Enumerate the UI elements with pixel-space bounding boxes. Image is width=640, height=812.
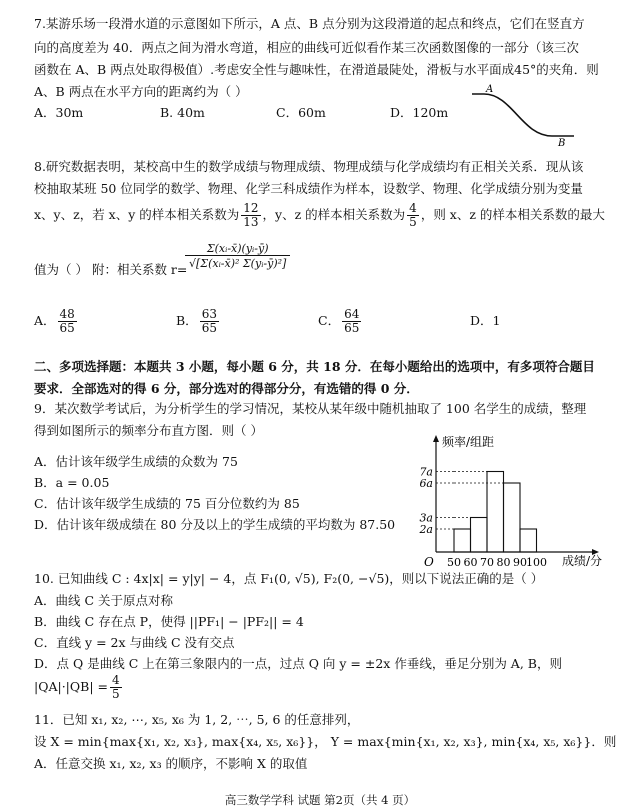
q7-option-d: D．120m [390,105,449,120]
y-axis-arrow [433,435,439,442]
y-tick-label: 6a [419,477,433,490]
fraction-4-5 [407,202,419,229]
q8-option-a [34,306,79,336]
option-label: D． [470,313,493,328]
histogram-bar [454,529,471,552]
q11-line2: 设 X = min{max{x₁, x₂, x₃}, max{x₄, x₅, x₆}}， Y = max{min{x₁, x₂, x₃}, min{x₄, x₅, x₆}}．则 [34,734,617,749]
histogram-bar [471,518,488,553]
frac-num: 4 [111,673,120,687]
frac-num: 12 [243,201,259,215]
q8-line1: 8.研究数据表明，某校高中生的数学成绩与物理成绩、物理成绩与化学成绩均有正相关关系．现从该 [34,159,584,174]
q10-option-c: C．直线 y = 2x 与曲线 C 没有交点 [34,635,235,650]
q8-line2: 校抽取某班 50 位同学的数学、物理、化学三科成绩作为样本，设数学、物理、化学成绩分别为变量 [34,181,583,196]
option-label: B． [176,313,198,328]
q8-line3-part1: x、y、z，若 x、y 的样本相关系数为 [34,207,240,222]
q10-option-b: B．曲线 C 存在点 P，使得 ||PF₁| − |PF₂|| = 4 [34,614,304,629]
q9-line2: 得到如图所示的频率分布直方图．则（ ） [34,423,263,438]
q8-line4: 值为（ ） 附：相关系数 r= [34,262,188,277]
q7-line2: 向的高度差为 40．两点之间为滑水弯道，相应的曲线可近似看作某三次函数图像的一部分（该三次 [34,40,579,55]
option-label: C． [318,313,341,328]
q8-option-d [470,306,500,336]
q7-line3: 函数在 A、B 两点处取得极值）.考虑安全性与趣味性，在滑道最陡处，滑板与水平面成45°的夹角．则 [34,62,599,77]
x-tick-label: 100 [526,556,547,569]
y-tick-label: 3a [419,511,433,525]
frac-den: 65 [344,321,360,335]
x-tick-label: 90 [513,556,527,569]
section2-line2: 要求．全部选对的得 6 分，部分选对的得部分分，有选错的得 0 分． [34,381,419,396]
y-tick-label: 2a [419,523,433,536]
frac-den: 65 [201,321,217,335]
q8-option-c [318,306,363,336]
option-label: A． [34,313,56,328]
x-tick-label: 60 [463,556,478,569]
frac-den: 5 [409,215,417,229]
q10-option-a: A．曲线 C 关于原点对称 [34,593,174,608]
q8-line3-part3: ，则 x、z 的样本相关系数的最大 [420,207,605,222]
section2-line1: 二、多项选择题：本题共 3 小题，每小题 6 分，共 18 分．在每小题给出的选项中，有多项符合题目 [34,359,595,374]
formula-denominator: √[Σ(xᵢ-x̄)² Σ(yᵢ-ȳ)²] [189,257,287,270]
q9-option-b: B．a = 0.05 [34,475,110,490]
q9-option-a: A．估计该年级学生成绩的众数为 75 [34,454,238,469]
q10-d-fraction [110,674,122,701]
q7-option-b: B. 40m [160,105,205,120]
formula-numerator: Σ(xᵢ-x̄)(yᵢ-ȳ) [185,242,290,256]
origin-label: O [424,555,434,569]
q9-option-c: C．估计该年级学生成绩的 75 百分位数约为 85 [34,496,300,511]
q7-line4: A、B 两点在水平方向的距离约为（ ） [34,84,248,99]
frac-den: 5 [111,687,120,701]
q8-line3-part2: ，y、z 的样本相关系数为 [262,207,406,222]
frac-num: 48 [59,307,75,321]
point-b-label: B [558,138,566,148]
correlation-formula [185,242,290,271]
x-tick-label: 80 [496,556,511,569]
frac-num: 64 [344,307,360,321]
histogram-bar [504,483,521,552]
q10-line1: 10. 已知曲线 C : 4x|x| = y|y| − 4，点 F₁(0, √5), F₂(0, −√5)，则以下说法正确的是（ ） [34,571,544,586]
option-fraction [342,308,361,335]
q7-option-a: A．30m [34,105,84,120]
x-axis-label: 成绩/分 [562,554,603,568]
point-a-label: A [486,84,494,95]
option-fraction [58,308,77,335]
frequency-histogram [410,432,630,577]
q7-line1: 7.某游乐场一段滑水道的示意图如下所示，A 点、B 点分别为这段滑道的起点和终点，它们在竖直方 [34,16,585,31]
frac-den: 65 [59,321,75,335]
q11-line1: 11．已知 x₁, x₂, ⋯, x₅, x₆ 为 1, 2, ⋯, 5, 6 的任意排列， [34,712,360,727]
q10-d-expression: |QA|·|QB| = [34,679,108,694]
y-tick-label: 7a [419,465,433,479]
q8-option-b [176,306,221,336]
x-tick-label: 50 [447,556,461,569]
frac-num: 4 [409,201,417,215]
fraction-12-13 [241,202,260,229]
q8-line3 [34,202,605,229]
q7-option-c: C．60m [276,105,326,120]
y-axis-label: 频率/组距 [442,435,495,449]
q9-option-d: D．估计该年级成绩在 80 分及以上的学生成绩的平均数为 87.50 [34,517,396,532]
histogram-bar [487,472,504,553]
page-footer: 高三数学学科 试题 第2页（共 4 页） [224,793,416,807]
slide-curve [472,94,574,136]
q11-option-a: A．任意交换 x₁, x₂, x₃ 的顺序，不影响 X 的取值 [34,756,308,771]
q9-line1: 9．某次数学考试后，为分析学生的学习情况，某校从某年级中随机抽取了 100 名学生的成绩，整理 [34,401,587,416]
water-slide-figure [462,84,582,148]
histogram-bar [520,529,537,552]
x-tick-label: 70 [480,556,494,569]
option-fraction [200,308,219,335]
frac-den: 13 [243,215,259,229]
frac-num: 63 [201,307,217,321]
option-value: 1 [492,313,501,328]
q10-option-d-line2 [34,672,124,702]
q10-option-d-line1: D．点 Q 是曲线 C 上在第三象限内的一点，过点 Q 向 y = ±2x 作垂线，垂足分别为 A, B，则 [34,656,562,671]
